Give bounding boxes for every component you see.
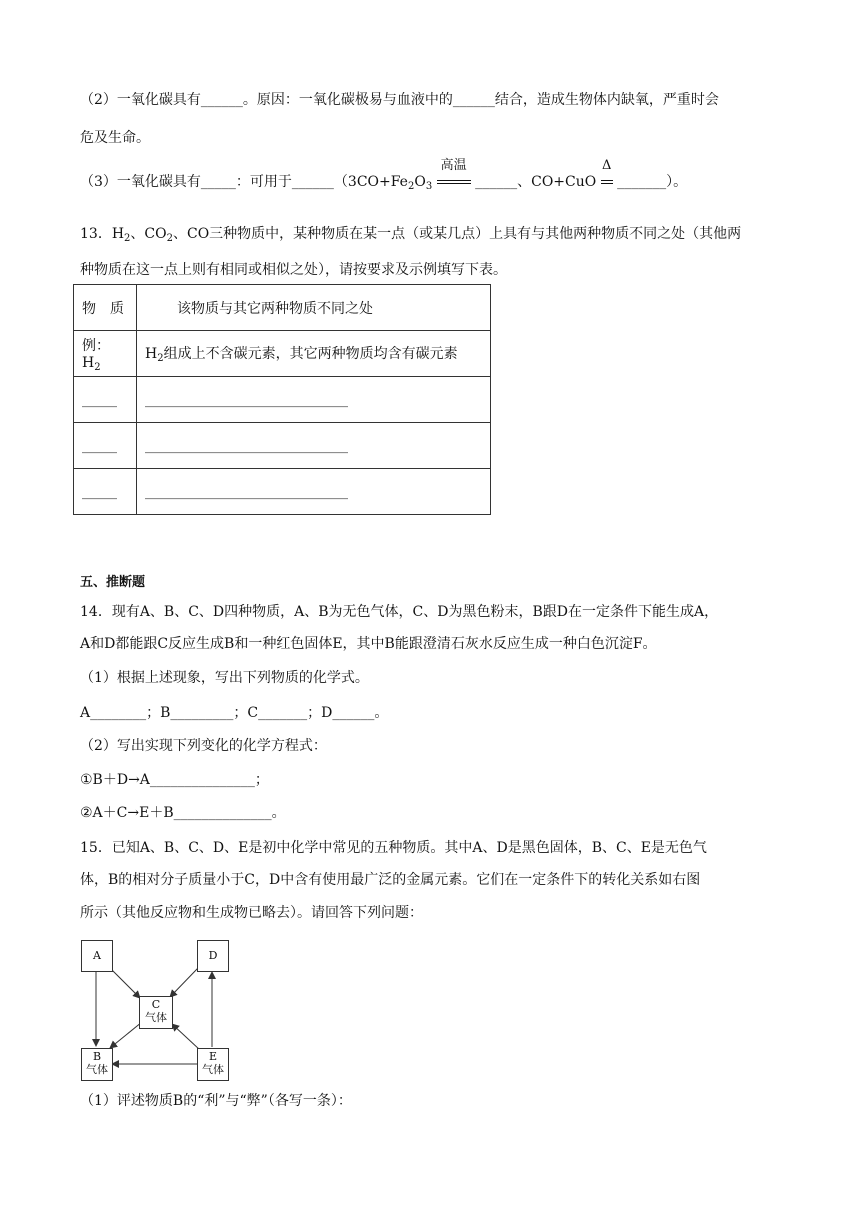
answer-blank-substance[interactable]: _____	[74, 469, 137, 515]
header-substance: 物 质	[74, 285, 137, 331]
diagram-box-e	[197, 1048, 229, 1081]
diagram-box-c	[139, 996, 173, 1029]
answer-blank-substance[interactable]: _____	[74, 423, 137, 469]
example-difference: $H_2$组成上不含碳元素，其它两种物质均含有碳元素	[137, 331, 491, 377]
q14-line1: 14．现有A、B、C、D四种物质，A、B为无色气体，C、D为黑色粉末，B跟D在一定条件下能生成A，	[80, 604, 719, 620]
arrow-e-to-c	[172, 1024, 200, 1050]
diagram-box-b	[81, 1048, 113, 1081]
diagram-box-d: D	[197, 940, 229, 972]
q12-part2-line2: 危及生命。	[80, 130, 150, 146]
q15-line1: 15．已知A、B、C、D、E是初中化学中常见的五种物质。其中A、D是黑色固体，B、C、E是无色气	[80, 840, 707, 856]
q13-intro-line1: 13．$H_2$、$CO_2$、CO三种物质中，某种物质在某一点（或某几点）上具有与其他两种物质不同之处（其他两	[80, 226, 742, 244]
answer-blank-substance[interactable]: _____	[74, 377, 137, 423]
q14-line7: ②A＋C→E＋B______________。	[80, 805, 286, 821]
diagram-box-a: A	[81, 940, 113, 972]
condition-high-temp: 高温	[437, 172, 471, 192]
arrow-c-to-b	[110, 1022, 142, 1048]
diagram-e-note: 气体	[202, 1063, 224, 1076]
q12-part2-line1: （2）一氧化碳具有______。原因：一氧化碳极易与血液中的______结合，造成生物体内缺氧，严重时会	[80, 92, 719, 108]
q15-line2: 体，B的相对分子质量小于C，D中含有使用最广泛的金属元素。它们在一定条件下的转化关系如右图	[80, 872, 701, 888]
q14-line6: ①B＋D→A_______________；	[80, 772, 269, 788]
q15-line4: （1）评述物质B的“利”与“弊”（各写一条）：	[80, 1093, 352, 1109]
arrow-d-to-c	[170, 968, 198, 997]
diagram-c-note: 气体	[145, 1011, 167, 1024]
q13-intro-line2: 种物质在这一点上则有相同或相似之处），请按要求及示例填写下表。	[80, 262, 507, 278]
diagram-b-note: 气体	[86, 1063, 108, 1076]
answer-blank-difference[interactable]: _____________________________	[137, 469, 491, 515]
arrow-a-to-c	[110, 968, 140, 998]
answer-blank-difference[interactable]: _____________________________	[137, 423, 491, 469]
diagram-b-label: B	[92, 1050, 102, 1063]
q14-line3: （1）根据上述现象，写出下列物质的化学式。	[80, 670, 369, 686]
condition-heat: Δ	[601, 172, 613, 192]
q14-line2: A和D都能跟C反应生成B和一种红色固体E，其中B能跟澄清石灰水反应生成一种白色沉淀F。	[80, 636, 657, 652]
example-substance: 例：$H_2$	[74, 331, 137, 377]
header-difference: 该物质与其它两种物质不同之处	[137, 285, 491, 331]
q14-line4: A________；B_________；C_______；D______。	[80, 705, 389, 721]
q14-line5: （2）写出实现下列变化的化学方程式：	[80, 738, 327, 754]
q12-part3-line: （3）一氧化碳具有_____：可用于$\_\_\_\_\_\_(3CO+Fe_2O_3$ 高温 ______、CO+CuO Δ _______）。	[80, 158, 688, 192]
section-title: 五、推断题	[80, 575, 146, 590]
diagram-e-label: E	[208, 1050, 218, 1063]
diagram-c-label: C	[151, 998, 161, 1011]
q15-line3: 所示（其他反应物和生成物已略去）。请回答下列问题：	[80, 905, 423, 921]
answer-blank-difference[interactable]: _____________________________	[137, 377, 491, 423]
